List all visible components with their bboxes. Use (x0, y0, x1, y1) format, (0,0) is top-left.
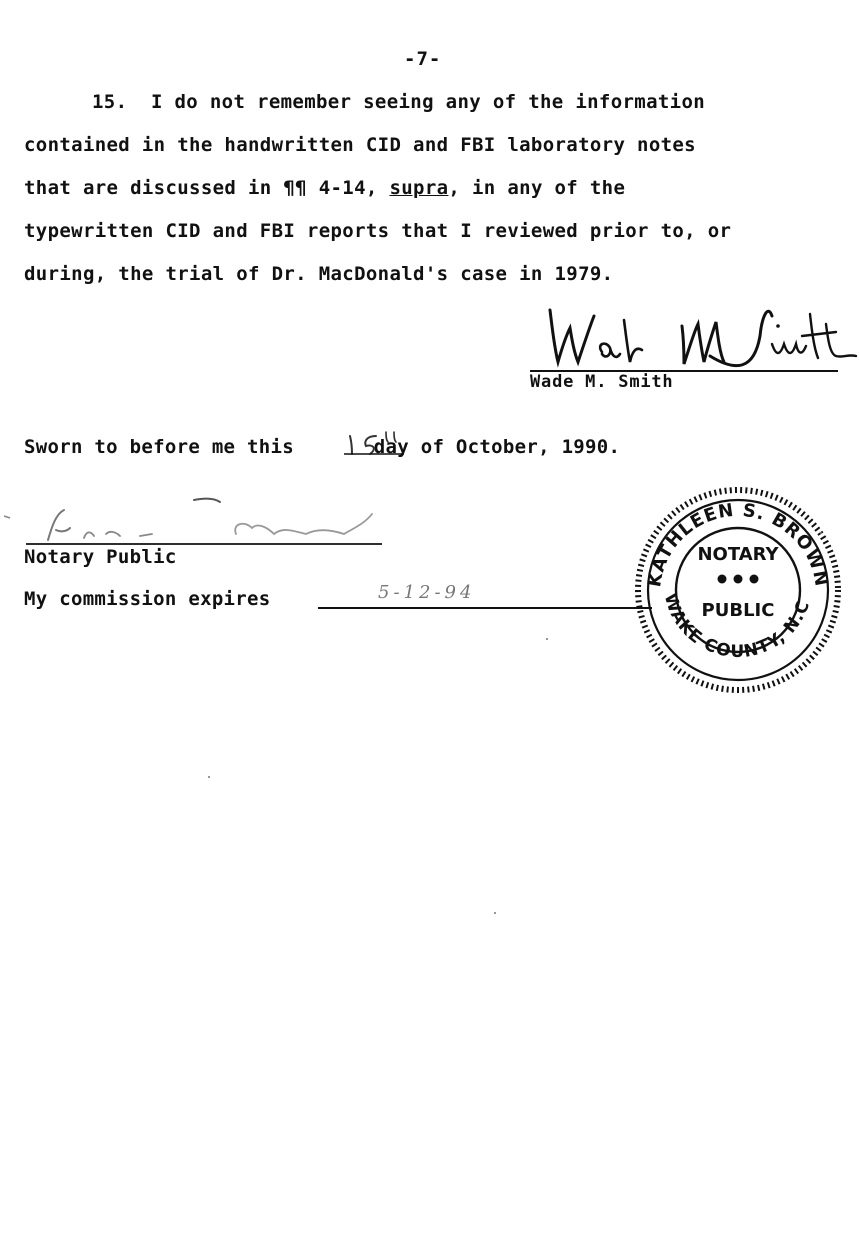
paragraph-line: 15. I do not remember seeing any of the information (92, 91, 706, 113)
seal-county: WAKE COUNTY, N.C. (626, 467, 815, 662)
paragraph-line: during, the trial of Dr. MacDonald's case in 1979. (24, 263, 614, 285)
scan-speck (208, 776, 210, 778)
commission-line (318, 607, 652, 609)
scan-speck (820, 532, 822, 534)
sworn-day-handwriting (342, 428, 412, 460)
paragraph-symbol: ¶¶ (283, 177, 307, 199)
paragraph-line: typewritten CID and FBI reports that I reviewed prior to, or (24, 220, 732, 242)
supra-term: supra (389, 177, 449, 199)
scan-speck (546, 638, 548, 640)
notary-signature (0, 494, 390, 548)
commission-label: My commission expires (24, 588, 271, 610)
sworn-statement: Sworn to before me this day of October, 1990. (24, 436, 621, 458)
paragraph-line: contained in the handwritten CID and FBI laboratory notes (24, 134, 696, 156)
notary-seal (626, 467, 846, 692)
affiant-signature (540, 296, 860, 380)
paragraph-line: that are discussed in ¶¶ 4-14, supra, in any of the (24, 177, 626, 199)
commission-date: 5-12-94 (378, 582, 476, 603)
scan-speck (494, 912, 496, 914)
signer-name: Wade M. Smith (530, 372, 674, 392)
seal-center-top: NOTARY (697, 544, 779, 565)
page-number: -7- (404, 48, 442, 70)
seal-center-bottom: PUBLIC (701, 600, 775, 621)
notary-public-label: Notary Public (24, 546, 177, 568)
seal-name: KATHLEEN S. BROWN (644, 499, 832, 589)
